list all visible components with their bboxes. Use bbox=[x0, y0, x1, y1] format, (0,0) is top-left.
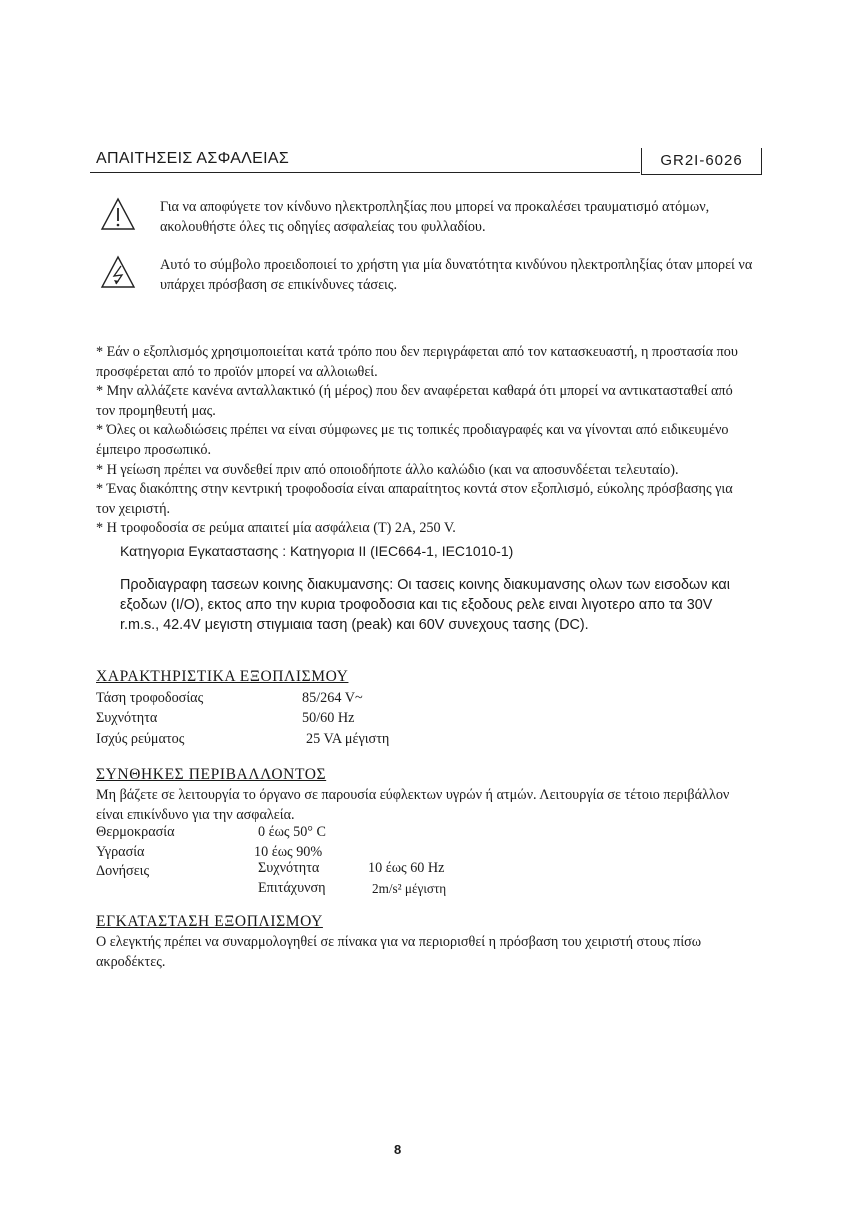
common-mode-spec: Προδιαγραφη τασεων κοινης διακυμανσης: Οι τασεις κοινης διακυμανσης ολων των εισοδων και εξοδων (I/O), εκτος απο την κυρια τροφοδοσια και τις εξοδους ρελε ειναι λιγοτερο απο τα 30V r.m.s., 42.4V μεγιστη στιγμιαια ταση (peak) και 60V συνεχους τασης (DC). bbox=[120, 577, 730, 633]
warning-text-2: Αυτό το σύμβολο προειδοποιεί το χρήστη για μία δυνατότητα κινδύνου ηλεκτροπληξίας όταν μπορεί να υπάρχει πρόσβαση σε επικίνδυνες τάσεις. bbox=[160, 257, 753, 293]
equipment-section-title: ΧΑΡΑΚΤΗΡΙΣΤΙΚΑ ΕΞΟΠΛΙΣΜΟΥ bbox=[96, 668, 349, 685]
page-title: ΑΠΑΙΤΗΣΕΙΣ ΑΣΦΑΛΕΙΑΣ bbox=[96, 150, 290, 167]
header-rule bbox=[90, 172, 640, 173]
environment-section-title: ΣΥΝΘΗΚΕΣ ΠΕΡΙΒΑΛΛΟΝΤΟΣ bbox=[96, 766, 327, 783]
list-item: * Όλες οι καλωδιώσεις πρέπει να είναι σύμφωνες με τις τοπικές προδιαγραφές και να γίνονται από ειδικευμένο έμπειρο προσωπικό. bbox=[96, 422, 729, 458]
spec-label: Τάση τροφοδοσίας bbox=[96, 690, 204, 706]
acceleration-label: Επιτάχυνση bbox=[258, 880, 326, 896]
humidity-value: 10 έως 90% bbox=[254, 844, 323, 860]
spec-label: Συχνότητα bbox=[96, 710, 158, 726]
frequency-label: Συχνότητα bbox=[258, 860, 320, 876]
list-item: * Μην αλλάζετε κανένα ανταλλακτικό (ή μέρος) που δεν αναφέρεται καθαρά ότι μπορεί να αντικατασταθεί από τον προμηθευτή μας. bbox=[96, 383, 733, 419]
list-item: * Η γείωση πρέπει να συνδεθεί πριν από οποιοδήποτε άλλο καλώδιο (και να αποσυνδέεται τελευταίο). bbox=[96, 461, 679, 478]
temperature-value: 0 έως 50° C bbox=[258, 824, 326, 840]
vibration-label: Δονήσεις bbox=[96, 863, 150, 879]
spec-value: 85/264 V~ bbox=[302, 690, 363, 706]
list-item: * Εάν ο εξοπλισμός χρησιμοποιείται κατά τρόπο που δεν περιγράφεται από τον κατασκευαστή, η προστασία που προσφέρεται από το προϊόν μπορεί να αλλοιωθεί. bbox=[96, 344, 738, 380]
environment-text: Μη βάζετε σε λειτουργία το όργανο σε παρουσία εύφλεκτων υγρών ή ατμών. Λειτουργία σε τέτοιο περιβάλλον είναι επικίνδυνο για την ασφαλεία. bbox=[96, 787, 730, 823]
safety-bullet-list bbox=[96, 343, 746, 539]
page-number: 8 bbox=[394, 1142, 402, 1157]
spec-value: 25 VA μέγιστη bbox=[306, 731, 390, 747]
acceleration-value: 2m/s² μέγιστη bbox=[372, 881, 447, 896]
installation-section-title: ΕΓΚΑΤΑΣΤΑΣΗ ΕΞΟΠΛΙΣΜΟΥ bbox=[96, 913, 323, 930]
humidity-label: Υγρασία bbox=[96, 844, 145, 860]
spec-label: Ισχύς ρεύματος bbox=[96, 731, 185, 747]
temperature-label: Θερμοκρασία bbox=[96, 824, 175, 840]
list-item: * Η τροφοδοσία σε ρεύμα απαιτεί μία ασφάλεια (T) 2A, 250 V. bbox=[96, 520, 456, 537]
caution-triangle-icon bbox=[100, 197, 136, 236]
installation-text: Ο ελεγκτής πρέπει να συναρμολογηθεί σε πίνακα για να περιορισθεί η πρόσβαση του χειριστή στους πίσω ακροδέκτες. bbox=[96, 934, 702, 970]
document-code: GR2I-6026 bbox=[641, 148, 762, 175]
electric-shock-triangle-icon bbox=[100, 255, 136, 294]
frequency-value: 10 έως 60 Hz bbox=[368, 860, 445, 876]
list-item: * Ένας διακόπτης στην κεντρική τροφοδοσία είναι απαραίτητος κοντά στον εξοπλισμό, εύκολης πρόσβασης για τον χειριστή. bbox=[96, 481, 733, 517]
spec-value: 50/60 Hz bbox=[302, 710, 355, 726]
installation-category: Κατηγορια Εγκαταστασης : Κατηγορια II (IEC664-1, IEC1010-1) bbox=[120, 543, 514, 559]
warning-text-1: Για να αποφύγετε τον κίνδυνο ηλεκτροπληξίας που μπορεί να προκαλέσει τραυματισμό ατόμων, ακολουθήστε όλες τις οδηγίες ασφαλείας του φυλλαδίου. bbox=[160, 199, 710, 235]
